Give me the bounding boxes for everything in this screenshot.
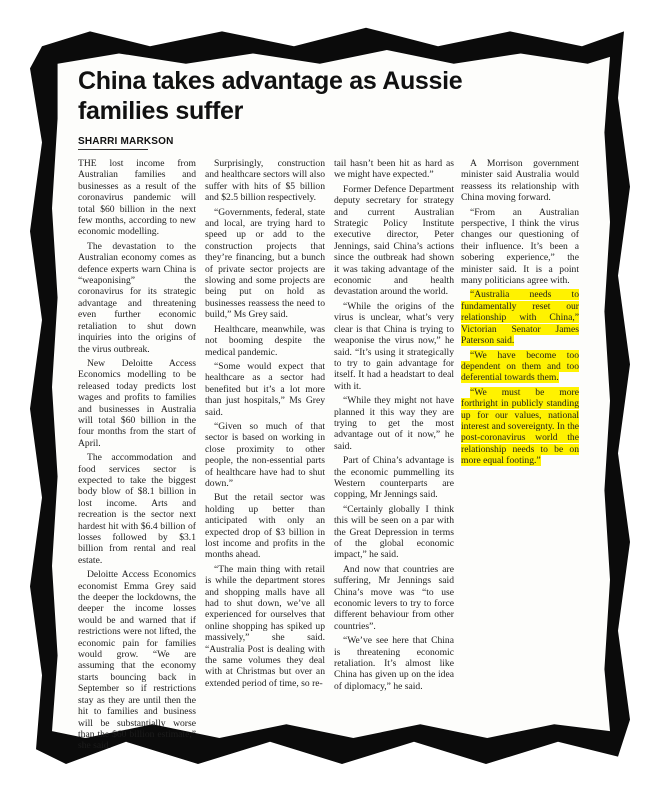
column-4 [461,158,579,470]
paragraph: Healthcare, meanwhile, was not booming despite the medical pandemic. [205,323,325,358]
paragraph: “From an Australian perspective, I think the virus changes our questioning of their influence. It’s been a sobering experience,” the minister said. It is a point many politicians agree with. [461,206,579,287]
highlighted-paragraph [461,289,579,346]
paragraph: “Some would expect that healthcare as a sector had benefited but it’s a lot more than just hospitals,” Ms Grey said. [205,360,325,418]
byline-rule [78,149,148,150]
paragraph: A Morrison government minister said Australia would reassess its relationship with China moving forward. [461,158,579,204]
paragraph: “Given so much of that sector is based on working in close proximity to other people, the non-essential parts of healthcare have had to shut down.” [205,420,325,489]
paragraph: “Governments, federal, state and local, are trying hard to speed up or add to the construction projects that they’re financing, but a bunch of private sector projects are slowing and some projects are being put on hold as businesses reassess the need to build,” Ms Grey said. [205,206,325,321]
paragraph: But the retail sector was holding up better than anticipated with only an expected drop of $3 billion in lost income and profits in the months ahead. [205,492,325,561]
paragraph: Deloitte Access Economics economist Emma Grey said the deeper the lockdowns, the deeper the income losses would be and warned that if restrictions were not lifted, the economic pain for families would grow. “We are assuming that the economy starts bouncing back in September so if restrictions stay as they are until then the hit to families and business will be substantially worse than the $60 billion estimate,” she said. [78,569,196,752]
column-3 [334,158,454,695]
highlighted-quote: “Australia needs to fundamentally reset our relationship with China,” Victorian Senator James Paterson said. [461,289,579,347]
highlighted-quote: “We must be more forthright in publicly standing up for our values, national interest and sovereignty. In the post-coronavirus world the relationship needs to be on more equal footing.” [461,386,579,467]
paragraph: New Deloitte Access Economics modelling to be released today predicts lost wages and profits to families and businesses in Australia will total $60 billion in the four months from the start of April. [78,357,196,449]
paragraph: And now that countries are suffering, Mr Jennings said China’s move was “to use economic levers to try to force different behaviour from other countries”. [334,563,454,632]
byline: SHARRI MARKSON [78,136,174,147]
highlighted-paragraph [461,387,579,467]
paragraph: “The main thing with retail is while the department stores and shopping malls have all had to shut down, we’ve all experienced for ourselves that online shopping has spiked up massively,” she said. “Australia Post is dealing with the same volumes they deal with at Christmas but over an extended period of time, so re- [205,563,325,689]
paragraph: Surprisingly, construction and healthcare sectors will also suffer with hits of $5 billion and $2.5 billion respectively. [205,158,325,204]
paragraph: “We’ve see here that China is threatening economic retaliation. It’s almost like China has given up on the idea of diplomacy,” he said. [334,635,454,692]
paragraph: The devastation to the Australian economy comes as defence experts warn China is “weaponising” the coronavirus for its strategic advantage and threatening even further economic retaliation to shut down inquiries into the origins of the virus outbreak. [78,240,196,355]
paragraph: Former Defence Department deputy secretary for strategy and current Australian Strategic Policy Institute executive director, Peter Jennings, said China’s actions since the outbreak had shown it was taking advantage of the economic and health devastation around the world. [334,183,454,298]
paragraph: tail hasn’t been hit as hard as we might have expected.” [334,158,454,181]
paragraph: The accommodation and food services sector is expected to take the biggest body blow of $8.1 billion in lost income. Arts and recreation is the sector next hardest hit with $6.4 billion of losses followed by $3.1 billion from rental and real estate. [78,452,196,566]
headline: China takes advantage as Aussie families suffer [78,67,463,125]
paragraph: “While they might not have planned it this way they are trying to get the most advantage out of it now,” he said. [334,395,454,452]
column-1 [78,158,196,755]
column-2 [205,158,325,692]
paragraph: THE lost income from Australian families and businesses as a result of the coronavirus pandemic will total $60 billion in the next few months, according to new economic modelling. [78,158,196,238]
paragraph: “While the origins of the virus is unclear, what’s very clear is that China is trying to weaponise the virus now,” he said. “It’s using it strategically to try to gain advantage for itself. It had a headstart to deal with it. [334,300,454,392]
paragraph: Part of China’s advantage is the economic pummelling its Western counterparts are copping, Mr Jennings said. [334,455,454,501]
highlighted-paragraph [461,350,579,384]
paragraph: “Certainly globally I think this will be seen on a par with the Great Depression in terms of the global economic impact,” he said. [334,503,454,561]
highlighted-quote: “We have become too dependent on them and too deferential towards them. [461,349,579,384]
